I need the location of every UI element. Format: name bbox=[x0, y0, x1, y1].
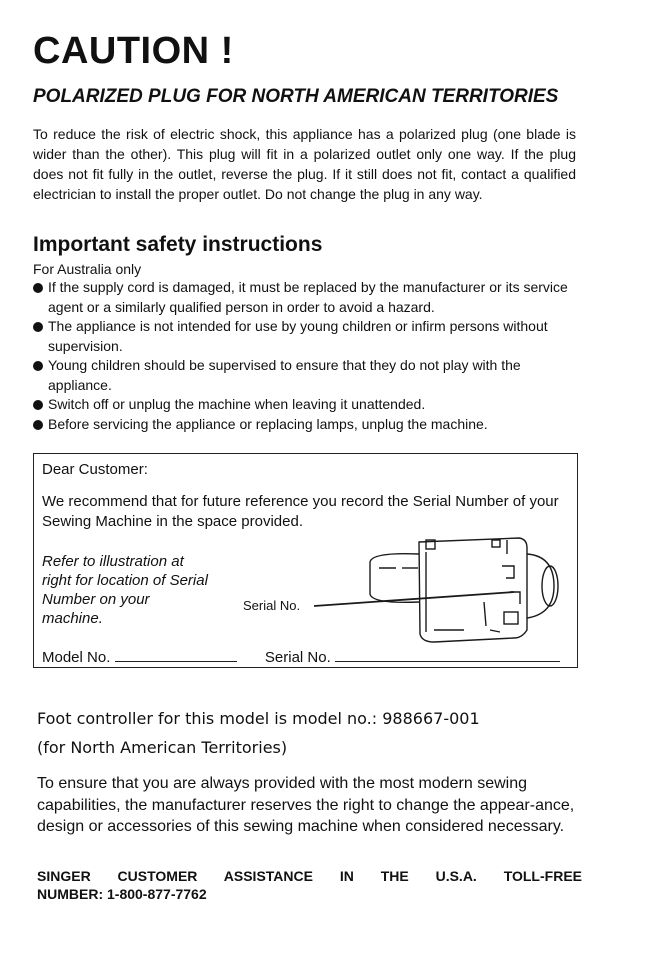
model-number-label: Model No. bbox=[42, 649, 111, 666]
safety-item: The appliance is not intended for use by young children or infirm persons without supervision. bbox=[33, 317, 578, 356]
safety-item: If the supply cord is damaged, it must be replaced by the manufacturer or its service agent or a similarly qualified person in order to avoid a hazard. bbox=[33, 278, 578, 317]
safety-item: Young children should be supervised to ensure that they do not play with the appliance. bbox=[33, 356, 578, 395]
model-number-blank[interactable] bbox=[115, 647, 237, 662]
serial-number-label: Serial No. bbox=[264, 649, 331, 666]
safety-item: Before servicing the appliance or replacing lamps, unplug the machine. bbox=[33, 415, 578, 435]
territories-line: (for North American Territories) bbox=[37, 738, 288, 757]
foot-controller-line: Foot controller for this model is model no.: 988667-001 bbox=[37, 709, 480, 728]
singer-assistance-line: SINGER CUSTOMER ASSISTANCE IN THE U.S.A. TOLL-FREE bbox=[37, 868, 582, 884]
safety-item: Switch off or unplug the machine when leaving it unattended. bbox=[33, 395, 578, 415]
refer-illustration-note: Refer to illustration at right for location of Serial Number on your machine. bbox=[42, 553, 208, 627]
serial-number-blank[interactable] bbox=[335, 647, 560, 662]
dear-customer: Dear Customer: bbox=[42, 461, 148, 478]
modern-capabilities-note: To ensure that you are always provided with the most modern sewing capabilities, the manufacturer reserves the right to change the appear-ance, design or accessories of this sewing machine when considered necessary. bbox=[37, 775, 575, 835]
safety-list bbox=[33, 278, 578, 434]
safety-instructions-title: Important safety instructions bbox=[33, 233, 323, 256]
toll-free-number: NUMBER: 1-800-877-7762 bbox=[37, 886, 207, 902]
customer-record-box bbox=[33, 453, 578, 668]
polarized-plug-subtitle: POLARIZED PLUG FOR NORTH AMERICAN TERRITORIES bbox=[33, 86, 559, 107]
record-recommendation: We recommend that for future reference you record the Serial Number of your Sewing Machine in the space provided. bbox=[42, 493, 559, 530]
sewing-machine-illustration bbox=[314, 534, 559, 646]
caution-title: CAUTION ! bbox=[33, 30, 234, 72]
serial-number-callout: Serial No. bbox=[243, 598, 301, 613]
polarized-plug-text: To reduce the risk of electric shock, this appliance has a polarized plug (one blade is wider than the other). This plug will fit in a polarized outlet only one way. If the plug does not fit fully in the outlet, reverse the plug. If it still does not fit, contact a qualified electrician to install the proper outlet. Do not change the plug in any way. bbox=[33, 126, 576, 202]
australia-only-note: For Australia only bbox=[33, 261, 142, 277]
model-serial-row bbox=[42, 647, 572, 666]
